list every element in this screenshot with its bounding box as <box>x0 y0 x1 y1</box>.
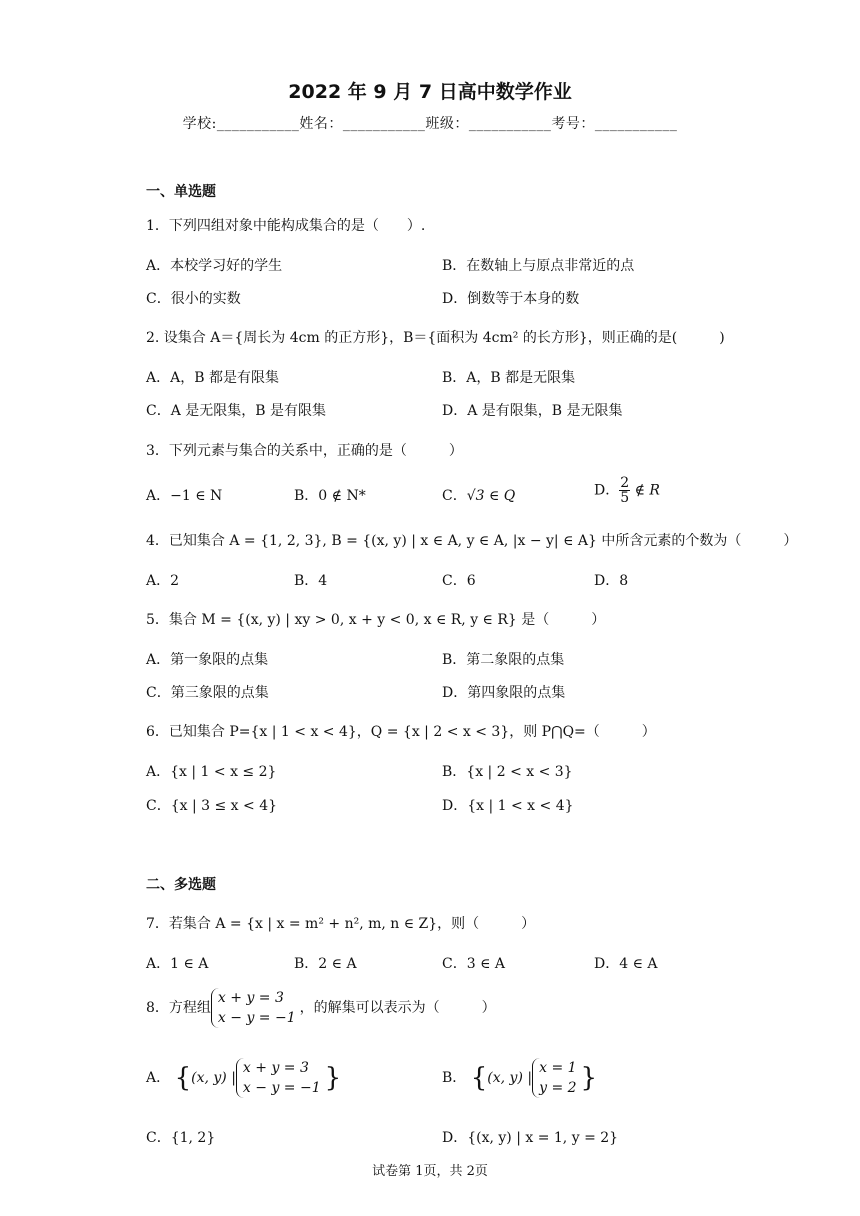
question-8-stem-suffix: ，的解集可以表示为（ ） <box>299 1000 496 1016</box>
question-7-option-c: C．3 ∈ A <box>442 956 505 972</box>
brace-open-icon: { <box>174 1063 192 1093</box>
question-8-equation-system <box>211 988 300 1028</box>
question-8-option-a <box>146 1058 341 1098</box>
question-4-option-d: D．8 <box>594 573 629 589</box>
section-heading-single-choice: 一、单选题 <box>146 184 216 200</box>
question-8-option-a-head: (x, y) | <box>191 1070 236 1086</box>
section-heading-multiple-choice: 二、多选题 <box>146 877 216 893</box>
question-4-option-a: A．2 <box>146 573 180 589</box>
question-2-option-a: A．A，B 都是有限集 <box>146 370 279 386</box>
question-3-stem: 3．下列元素与集合的关系中，正确的是（ ） <box>146 443 463 459</box>
brace-close-icon: } <box>324 1063 342 1093</box>
question-8-option-d: D．{(x, y) | x = 1, y = 2} <box>442 1130 619 1146</box>
question-5-option-a: A．第一象限的点集 <box>146 652 269 668</box>
question-4-stem: 4．已知集合 A = {1, 2, 3}, B = {(x, y) | x ∈ A, y ∈ A, |x − y| ∈ A} 中所含元素的个数为（ ） <box>146 533 798 549</box>
question-8-option-a-system <box>236 1058 325 1098</box>
equation-line-2: x − y = −1 <box>242 1080 321 1096</box>
question-4-option-c: C．6 <box>442 573 476 589</box>
equation-line-1: x + y = 3 <box>242 1060 309 1076</box>
brace-close-icon: } <box>580 1063 598 1093</box>
question-1-option-a: A．本校学习好的学生 <box>146 258 283 274</box>
question-3-option-b: B．0 ∉ N* <box>294 488 366 504</box>
fraction-numerator: 2 <box>620 475 630 491</box>
question-1-option-b: B．在数轴上与原点非常近的点 <box>442 258 635 274</box>
question-5-option-c: C．第三象限的点集 <box>146 685 269 701</box>
student-info-line: 学校:___________姓名：___________班级：___________考号：___________ <box>182 116 678 132</box>
question-2-option-c: C．A 是无限集，B 是有限集 <box>146 403 327 419</box>
question-5-option-d: D．第四象限的点集 <box>442 685 566 701</box>
question-2-option-d: D．A 是有限集，B 是无限集 <box>442 403 623 419</box>
question-4-option-b: B．4 <box>294 573 328 589</box>
question-3-option-d <box>594 476 660 505</box>
question-8-option-b-head: (x, y) | <box>487 1070 533 1086</box>
question-3-option-c-math: √3 ∈ Q <box>466 488 516 504</box>
question-1-option-d: D．倒数等于本身的数 <box>442 291 580 307</box>
question-8-option-c: C．{1, 2} <box>146 1130 216 1146</box>
question-3-option-c <box>442 485 515 505</box>
question-7-option-d: D．4 ∈ A <box>594 956 658 972</box>
question-3-option-d-fraction <box>619 476 630 505</box>
question-6-option-d: D．{x | 1 < x < 4} <box>442 798 574 814</box>
question-3-option-d-math: ∉ R <box>634 482 660 499</box>
equation-line-1: x + y = 3 <box>217 990 284 1006</box>
page-title: 2022 年 9 月 7 日高中数学作业 <box>288 81 572 103</box>
question-8-option-b <box>442 1058 597 1098</box>
equation-line-2: y = 2 <box>539 1080 577 1096</box>
question-6-stem: 6．已知集合 P={x | 1 < x < 4}，Q = {x | 2 < x < 3}，则 P⋂Q=（ ） <box>146 724 656 740</box>
question-3-option-a: A．−1 ∈ N <box>146 488 223 504</box>
question-1-stem: 1．下列四组对象中能构成集合的是（ ）. <box>146 218 426 234</box>
question-3-option-d-prefix: D． <box>594 482 620 499</box>
question-8-option-b-system <box>532 1058 580 1098</box>
equation-line-1: x = 1 <box>539 1060 577 1076</box>
question-6-option-b: B．{x | 2 < x < 3} <box>442 764 573 780</box>
question-8-stem <box>146 988 496 1028</box>
question-3-option-c-prefix: C． <box>442 488 467 504</box>
brace-open-icon: { <box>470 1063 488 1093</box>
question-8-stem-prefix: 8．方程组 <box>146 1000 211 1016</box>
question-6-option-a: A．{x | 1 < x ≤ 2} <box>146 764 277 780</box>
question-2-option-b: B．A，B 都是无限集 <box>442 370 576 386</box>
question-8-option-b-prefix: B． <box>442 1070 467 1086</box>
page-footer: 试卷第 1页，共 2页 <box>372 1164 488 1179</box>
question-7-stem: 7．若集合 A = {x | x = m² + n², m, n ∈ Z}，则（ ） <box>146 916 536 932</box>
equation-line-2: x − y = −1 <box>217 1010 296 1026</box>
question-6-option-c: C．{x | 3 ≤ x < 4} <box>146 798 278 814</box>
question-7-option-b: B．2 ∈ A <box>294 956 357 972</box>
question-1-option-c: C．很小的实数 <box>146 291 241 307</box>
fraction-denominator: 5 <box>620 490 630 506</box>
question-8-option-a-prefix: A． <box>146 1070 171 1086</box>
question-5-option-b: B．第二象限的点集 <box>442 652 565 668</box>
question-5-stem: 5．集合 M = {(x, y) | xy > 0, x + y < 0, x ∈ R, y ∈ R} 是（ ） <box>146 612 606 628</box>
question-2-stem: 2. 设集合 A＝{周长为 4cm 的正方形}，B＝{面积为 4cm² 的长方形}，则正确的是( ) <box>146 330 725 346</box>
question-7-option-a: A．1 ∈ A <box>146 956 209 972</box>
